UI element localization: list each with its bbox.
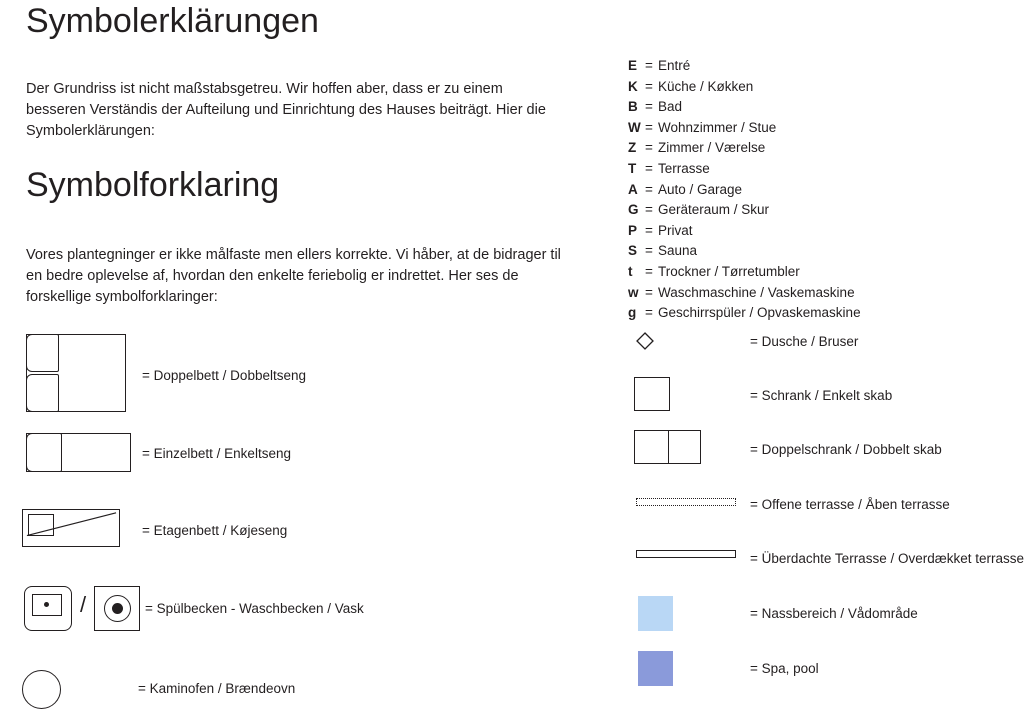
abbreviation-equals: = [645, 78, 653, 94]
abbreviation-equals: = [645, 284, 653, 300]
abbreviation-key: S [628, 243, 638, 259]
abbreviation-value: Bad [658, 99, 683, 115]
double-cupboard-label: = Doppelschrank / Dobbelt skab [750, 442, 942, 457]
abbreviation-row [628, 262, 861, 283]
shower-icon [636, 332, 654, 350]
abbreviation-key: t [628, 263, 633, 279]
abbreviation-value: Privat [658, 222, 693, 238]
spa-pool-swatch-icon [638, 651, 673, 686]
abbreviation-equals: = [645, 160, 653, 176]
sink-bowl-drain [112, 603, 123, 614]
single-bed-label: = Einzelbett / Enkeltseng [142, 446, 291, 461]
stove-icon [22, 670, 61, 709]
abbreviation-equals: = [645, 305, 653, 321]
abbreviation-equals: = [645, 222, 653, 238]
abbreviation-value: Trockner / Tørretumbler [658, 263, 800, 279]
abbreviation-key: G [628, 202, 639, 218]
double-bed-label: = Doppelbett / Dobbeltseng [142, 368, 306, 383]
abbreviation-key: Z [628, 140, 637, 156]
intro-paragraph-dk: Vores plantegninger er ikke målfaste men ellers korrekte. Vi håber, at de bidrager til en bedre oplevelse af, hvordan den enkelte feriebolig er indrettet. Her ses de forskellige symbolforklaringer: [26, 246, 561, 305]
abbreviation-key: B [628, 99, 638, 115]
wet-area-label: = Nassbereich / Vådområde [750, 606, 918, 621]
abbreviation-value: Geschirrspüler / Opvaskemaskine [658, 305, 861, 321]
abbreviation-row [628, 97, 861, 118]
page-title-dk: Symbolforklaring [26, 166, 280, 204]
abbreviation-key: w [628, 284, 639, 300]
abbreviation-equals: = [645, 140, 653, 156]
abbreviation-row [628, 283, 861, 304]
abbreviation-row [628, 138, 861, 159]
abbreviation-equals: = [645, 243, 653, 259]
double-bed-icon [26, 334, 126, 412]
abbreviation-value: Wohnzimmer / Stue [658, 119, 777, 135]
abbreviation-key: W [628, 119, 641, 135]
open-terrace-icon [636, 498, 736, 506]
abbreviation-value: Küche / Køkken [658, 78, 754, 94]
double-cupboard-icon [634, 430, 701, 464]
abbreviation-value: Zimmer / Værelse [658, 140, 766, 156]
cupboard-divider [668, 431, 669, 463]
open-terrace-label: = Offene terrasse / Åben terrasse [750, 497, 950, 512]
abbreviation-equals: = [645, 263, 653, 279]
abbreviation-row [628, 241, 861, 262]
abbreviation-value: Sauna [658, 243, 698, 259]
single-cupboard-label: = Schrank / Enkelt skab [750, 388, 893, 403]
pillow-shape [26, 433, 62, 472]
shower-label: = Dusche / Bruser [750, 334, 859, 349]
abbreviation-value: Auto / Garage [658, 181, 743, 197]
abbreviation-equals: = [645, 58, 653, 73]
intro-paragraph-de: Der Grundriss ist nicht maßstabsgetreu. Wir hoffen aber, dass er zu einem besseren Verständis der Aufteilung und Einrichtung des Hauses beiträgt. Hier die Symbolerklärungen: [26, 80, 546, 139]
abbreviation-list [628, 56, 861, 324]
page-title-de: Symbolerklärungen [26, 2, 319, 40]
single-cupboard-icon [634, 377, 670, 411]
washbasin-shape [24, 586, 72, 631]
abbreviation-value: Entré [658, 58, 691, 73]
bunk-bed-icon [22, 509, 120, 547]
separator-slash: / [80, 592, 87, 617]
abbreviation-row [628, 221, 861, 242]
abbreviation-row [628, 118, 861, 139]
pillow-shape [26, 374, 59, 412]
abbreviation-row [628, 180, 861, 201]
stove-label: = Kaminofen / Brændeovn [138, 681, 296, 696]
sink-icon [24, 586, 144, 631]
abbreviation-key: P [628, 222, 638, 238]
abbreviation-value: Geräteraum / Skur [658, 202, 770, 218]
abbreviation-value: Terrasse [658, 160, 710, 176]
sink-bowl-shape [94, 586, 140, 631]
wet-area-swatch-icon [638, 596, 673, 631]
abbreviation-key: K [628, 78, 638, 94]
single-bed-icon [26, 433, 131, 472]
abbreviation-key: E [628, 58, 638, 73]
abbreviation-key: g [628, 305, 637, 321]
abbreviation-row [628, 303, 861, 324]
bunk-bed-label: = Etagenbett / Køjeseng [142, 523, 288, 538]
abbreviation-row [628, 200, 861, 221]
abbreviation-key: A [628, 181, 638, 197]
sink-label: = Spülbecken - Waschbecken / Vask [145, 601, 364, 616]
abbreviation-row [628, 77, 861, 98]
spa-pool-label: = Spa, pool [750, 661, 819, 676]
abbreviation-value: Waschmaschine / Vaskemaskine [658, 284, 855, 300]
covered-terrace-label: = Überdachte Terrasse / Overdækket terrasse [750, 551, 1024, 566]
abbreviation-row [628, 56, 861, 77]
covered-terrace-icon [636, 550, 736, 558]
abbreviation-row [628, 159, 861, 180]
abbreviation-equals: = [645, 202, 653, 218]
washbasin-drain [44, 602, 49, 607]
bunk-diagonal-line [23, 510, 119, 546]
pillow-shape [26, 334, 59, 372]
abbreviation-equals: = [645, 181, 653, 197]
abbreviation-equals: = [645, 119, 653, 135]
abbreviation-key: T [628, 160, 637, 176]
abbreviation-equals: = [645, 99, 653, 115]
